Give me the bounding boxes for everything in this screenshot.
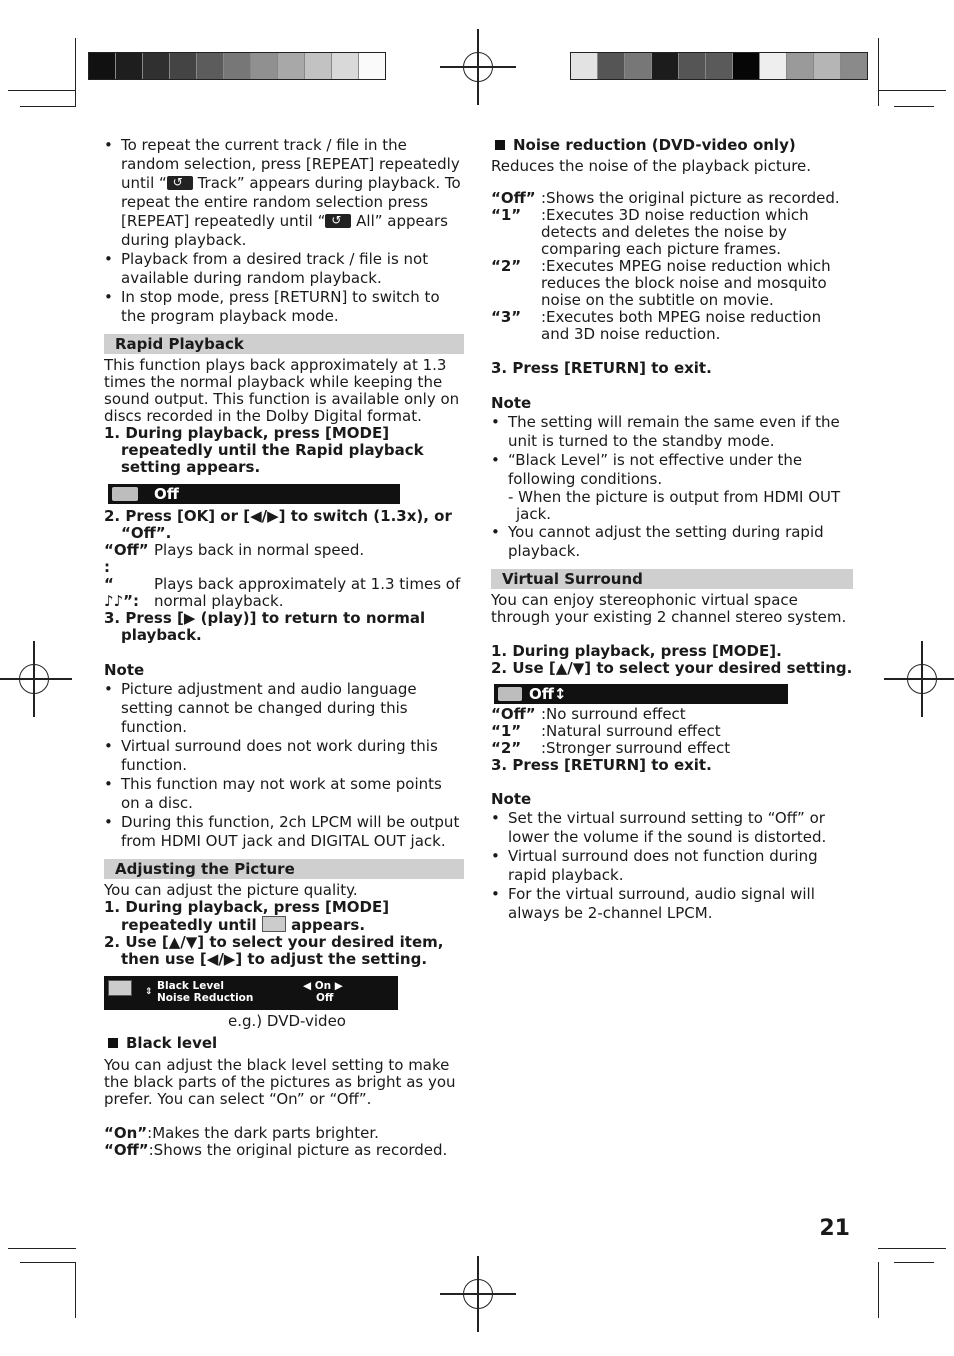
adjust-step-2: 2. Use [▲/▼] to select your desired item, then use [◀/▶] to adjust the setting. [104,933,444,968]
picture-icon [262,916,286,932]
noise-option: “Off” :Shows the original picture as recorded. [491,189,840,207]
list-item: • To repeat the current track / file in the random selection, press [REPEAT] repeatedly until “↺ Track” appears during playback. To repeat the entire random selection press [REPEAT] repeatedly until “↺ All” appears during playback. [104,136,464,250]
osd-caption: e.g.) DVD-video [228,1012,346,1030]
registration-mark-bottom [463,1279,493,1309]
list-item: • This function may not work at some points on a disc. [104,775,464,813]
list-item: • The setting will remain the same even if the unit is turned to the standby mode. [491,413,853,451]
list-item: • In stop mode, press [RETURN] to switch to the program playback mode. [104,288,464,326]
list-item: • Set the virtual surround setting to “Off” or lower the volume if the sound is distorted. [491,809,853,847]
list-item: • Virtual surround does not work during this function. [104,737,464,775]
black-level-text: You can adjust the black level setting to make the black parts of the pictures as bright as you prefer. You can select “On” or “Off”. [104,1056,456,1108]
repeat-icon [325,214,351,228]
list-item: • Virtual surround does not function during rapid playback. [491,847,853,885]
surround-step-2: 2. Use [▲/▼] to select your desired setting. [491,659,853,677]
noise-options [491,190,853,343]
virtual-surround-heading: Virtual Surround [491,569,853,589]
noise-intro: Reduces the noise of the playback picture. [491,157,812,175]
list-item: • Playback from a desired track / file is not available during random playback. [104,250,464,288]
surround-option: “Off” :No surround effect [491,705,686,723]
registration-mark-right [907,664,937,694]
surround-option: “2” :Stronger surround effect [491,739,731,757]
surround-icon [498,687,522,701]
noise-option: “1” :Executes 3D noise reduction which detects and deletes the noise by comparing each picture frames. [491,206,809,258]
left-column [104,136,464,1159]
updown-icon: ⇕ [145,987,153,997]
noise-option: “3” :Executes both MPEG noise reduction and 3D noise reduction. [491,308,822,343]
rapid-step-2: 2. Press [OK] or [◀/▶] to switch (1.3x), or “Off”. [104,507,452,542]
list-item: • For the virtual surround, audio signal will always be 2-channel LPCM. [491,885,853,923]
surround-osd-bar [494,684,788,704]
surround-step-1: 1. During playback, press [MODE]. [491,642,782,660]
rapid-note-list [104,680,464,851]
registration-mark-top [463,52,493,82]
rapid-playback-heading: Rapid Playback [104,334,464,354]
black-off-desc: “Off” :Shows the original picture as recorded. [104,1141,448,1159]
surround-note-list [491,809,853,923]
rapid-note-title: Note [104,661,145,679]
square-bullet-icon [108,1038,118,1048]
black-level-title: Black level [104,1034,464,1053]
adjust-intro: You can adjust the picture quality. [104,881,358,899]
square-bullet-icon [495,140,505,150]
noise-note-list [491,413,853,561]
rapid-intro: This function plays back approximately at 1.3 times the normal playback while keeping the sound output. This function is available only on discs recorded in the Dolby Digital format. [104,356,460,425]
picture-osd: ⇕ Black Level Noise Reduction ◀ On ▶ Off [104,976,398,1010]
right-column [491,136,853,923]
list-item: • Picture adjustment and audio language setting cannot be changed during this function. [104,680,464,737]
rapid-step-1: 1. During playback, press [MODE] repeatedly until the Rapid playback setting appears. [104,424,424,476]
rapid-on-desc: “ ♪♪”: Plays back approximately at 1.3 times of normal playback. [104,575,461,610]
rapid-step-3: 3. Press [▶ (play)] to return to normal playback. [104,609,426,644]
noise-note-title: Note [491,394,532,412]
random-notes-list [104,136,464,326]
picture-icon [108,980,132,996]
surround-note-title: Note [491,790,532,808]
grayscale-color-bar-left [88,52,386,80]
adjusting-picture-heading: Adjusting the Picture [104,859,464,879]
noise-step-3: 3. Press [RETURN] to exit. [491,359,712,377]
registration-mark-left [19,664,49,694]
grayscale-color-bar-right [570,52,868,80]
osd-label: Off [154,485,179,503]
list-item: • You cannot adjust the setting during rapid playback. [491,523,853,561]
surround-option: “1” :Natural surround effect [491,722,721,740]
noise-option: “2” :Executes MPEG noise reduction which reduces the block noise and mosquito noise on the subtitle on movie. [491,257,831,309]
page-number: 21 [819,1216,850,1241]
list-item: • During this function, 2ch LPCM will be output from HDMI OUT jack and DIGITAL OUT jack. [104,813,464,851]
noise-reduction-title: Noise reduction (DVD-video only) [491,136,853,155]
osd-label: Off↕ [529,685,567,703]
rapid-osd-bar [108,484,400,504]
rapid-off-desc: “Off” : Plays back in normal speed. [104,541,365,576]
speaker-icon [112,487,138,501]
surround-step-3: 3. Press [RETURN] to exit. [491,756,712,774]
adjust-step-1: 1. During playback, press [MODE] repeatedly until appears. [104,898,390,934]
list-item: • “Black Level” is not effective under the following conditions. - When the picture is output from HDMI OUT jack. [491,451,853,523]
sub-note: - When the picture is output from HDMI OUT jack. [508,488,841,523]
repeat-icon [167,176,193,190]
surround-intro: You can enjoy stereophonic virtual space through your existing 2 channel stereo system. [491,591,847,626]
black-on-desc: “On” :Makes the dark parts brighter. [104,1124,379,1142]
